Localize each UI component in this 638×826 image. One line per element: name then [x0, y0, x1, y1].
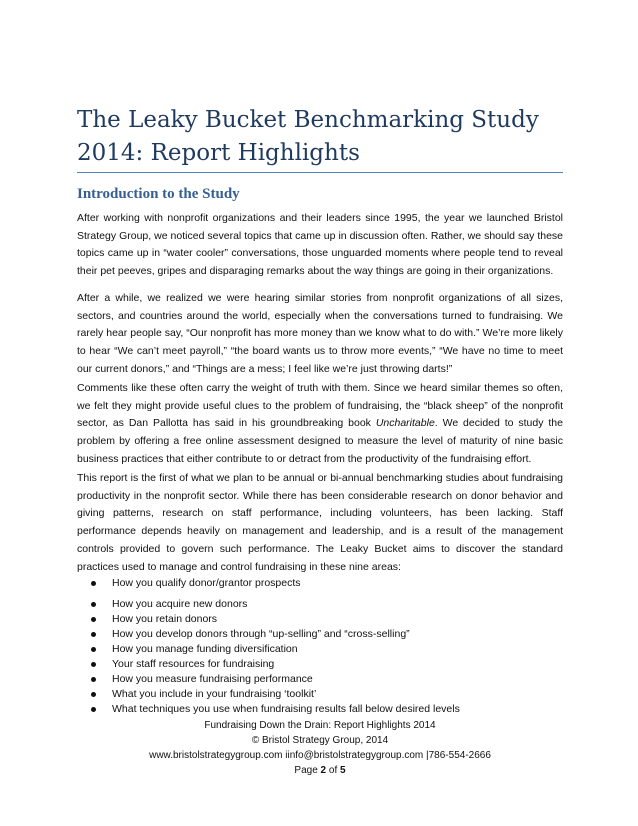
- list-item: [77, 702, 563, 717]
- paragraph-1: After working with nonprofit organizations and their leaders since 1995, the year we launched Bristol Strategy Group, we noticed several topics that came up in discussion often. Rather, we should say these topics came up in “water cooler” conversations, those unguarded moments where people tend to reveal their pet peeves, gripes and disparaging remarks about the way things are going in their organizations.: [77, 212, 563, 278]
- list-item: [77, 612, 563, 627]
- list-item-text: How you measure fundraising performance: [112, 673, 313, 685]
- list-item-text: How you retain donors: [112, 613, 218, 625]
- list-item: [77, 672, 563, 687]
- bullet-icon: [91, 632, 96, 637]
- list-item: [77, 642, 563, 657]
- list-item-text: Your staff resources for fundraising: [112, 658, 275, 670]
- section-heading: Introduction to the Study: [77, 186, 240, 202]
- page-of-label: of: [326, 765, 341, 776]
- bullet-icon: [91, 662, 96, 667]
- paragraph-2: After a while, we realized we were hearing similar stories from nonprofit organizations of all sizes, sectors, and countries around the world, especially when the conversations turned to fundraising. We rarely hear people say, “Our nonprofit has more money than we know what to do with.” We’re more likely to hear “We can’t meet payroll,” “the board wants us to throw more events,” “We have no time to meet our current donors,” and “Things are a mess; I feel like we’re just throwing darts!”: [77, 292, 563, 375]
- page-label: Page: [294, 765, 321, 776]
- list-item-text: How you manage funding diversification: [112, 643, 298, 655]
- footer-report-title: Fundraising Down the Drain: Report Highlights 2014: [204, 720, 436, 731]
- list-item-text: What techniques you use when fundraising results fall below desired levels: [112, 703, 460, 715]
- title-divider: [77, 172, 563, 173]
- list-item-text: How you acquire new donors: [112, 598, 248, 610]
- paragraph-3-text-a: Comments like these often carry the weight of truth with them. Since we heard similar themes so often, we felt they might provide useful clues to the problem of fundraising, the “black sheep” of the nonprofit sector, as Dan Pallotta has said in his groundbreaking book: [77, 382, 563, 430]
- page-total: 5: [340, 765, 346, 776]
- bullet-icon: [91, 602, 96, 607]
- footer-copyright: © Bristol Strategy Group, 2014: [251, 735, 389, 746]
- footer-contact: www.bristolstrategygroup.com iinfo@bristolstrategygroup.com |786-554-2666: [149, 750, 491, 761]
- list-item: [77, 576, 563, 591]
- bullet-icon: [91, 647, 96, 652]
- page-number: [77, 763, 563, 778]
- paragraph-3-text-b: . We decided to study the problem by offering a free online assessment designed to measure the level of maturity of nine basic business practices that either contribute to or detract from the productivity of the fundraising effort.: [77, 417, 563, 465]
- title-line-1: The Leaky Bucket Benchmarking Study: [77, 107, 539, 133]
- paragraph-3: [77, 380, 563, 469]
- bullet-icon: [91, 707, 96, 712]
- bullet-icon: [91, 692, 96, 697]
- list-item: [77, 597, 563, 612]
- page-current: 2: [320, 765, 327, 776]
- bullet-icon: [91, 677, 96, 682]
- list-item-text: How you qualify donor/grantor prospects: [112, 577, 301, 589]
- list-item-text: How you develop donors through “up-selling” and “cross-selling”: [112, 628, 410, 640]
- practice-areas-list: [77, 576, 563, 717]
- list-item: [77, 627, 563, 642]
- list-item-text: What you include in your fundraising ‘toolkit’: [112, 688, 317, 700]
- paragraph-4: This report is the first of what we plan to be annual or bi-annual benchmarking studies about fundraising productivity in the nonprofit sector. While there has been considerable research on donor behavior and giving patterns, research on staff performance, including volunteers, has been lacking. Staff performance depends heavily on management and leadership, and is a result of the management controls provided to govern such performance. The Leaky Bucket aims to discover the standard practices used to manage and control fundraising in these nine areas:: [77, 472, 563, 573]
- book-title: Uncharitable: [375, 417, 435, 430]
- document-title: [77, 104, 567, 170]
- list-item: [77, 657, 563, 672]
- title-line-2: 2014: Report Highlights: [77, 140, 360, 166]
- page-footer: [77, 718, 563, 778]
- list-item: [77, 687, 563, 702]
- bullet-icon: [91, 617, 96, 622]
- bullet-icon: [91, 581, 96, 586]
